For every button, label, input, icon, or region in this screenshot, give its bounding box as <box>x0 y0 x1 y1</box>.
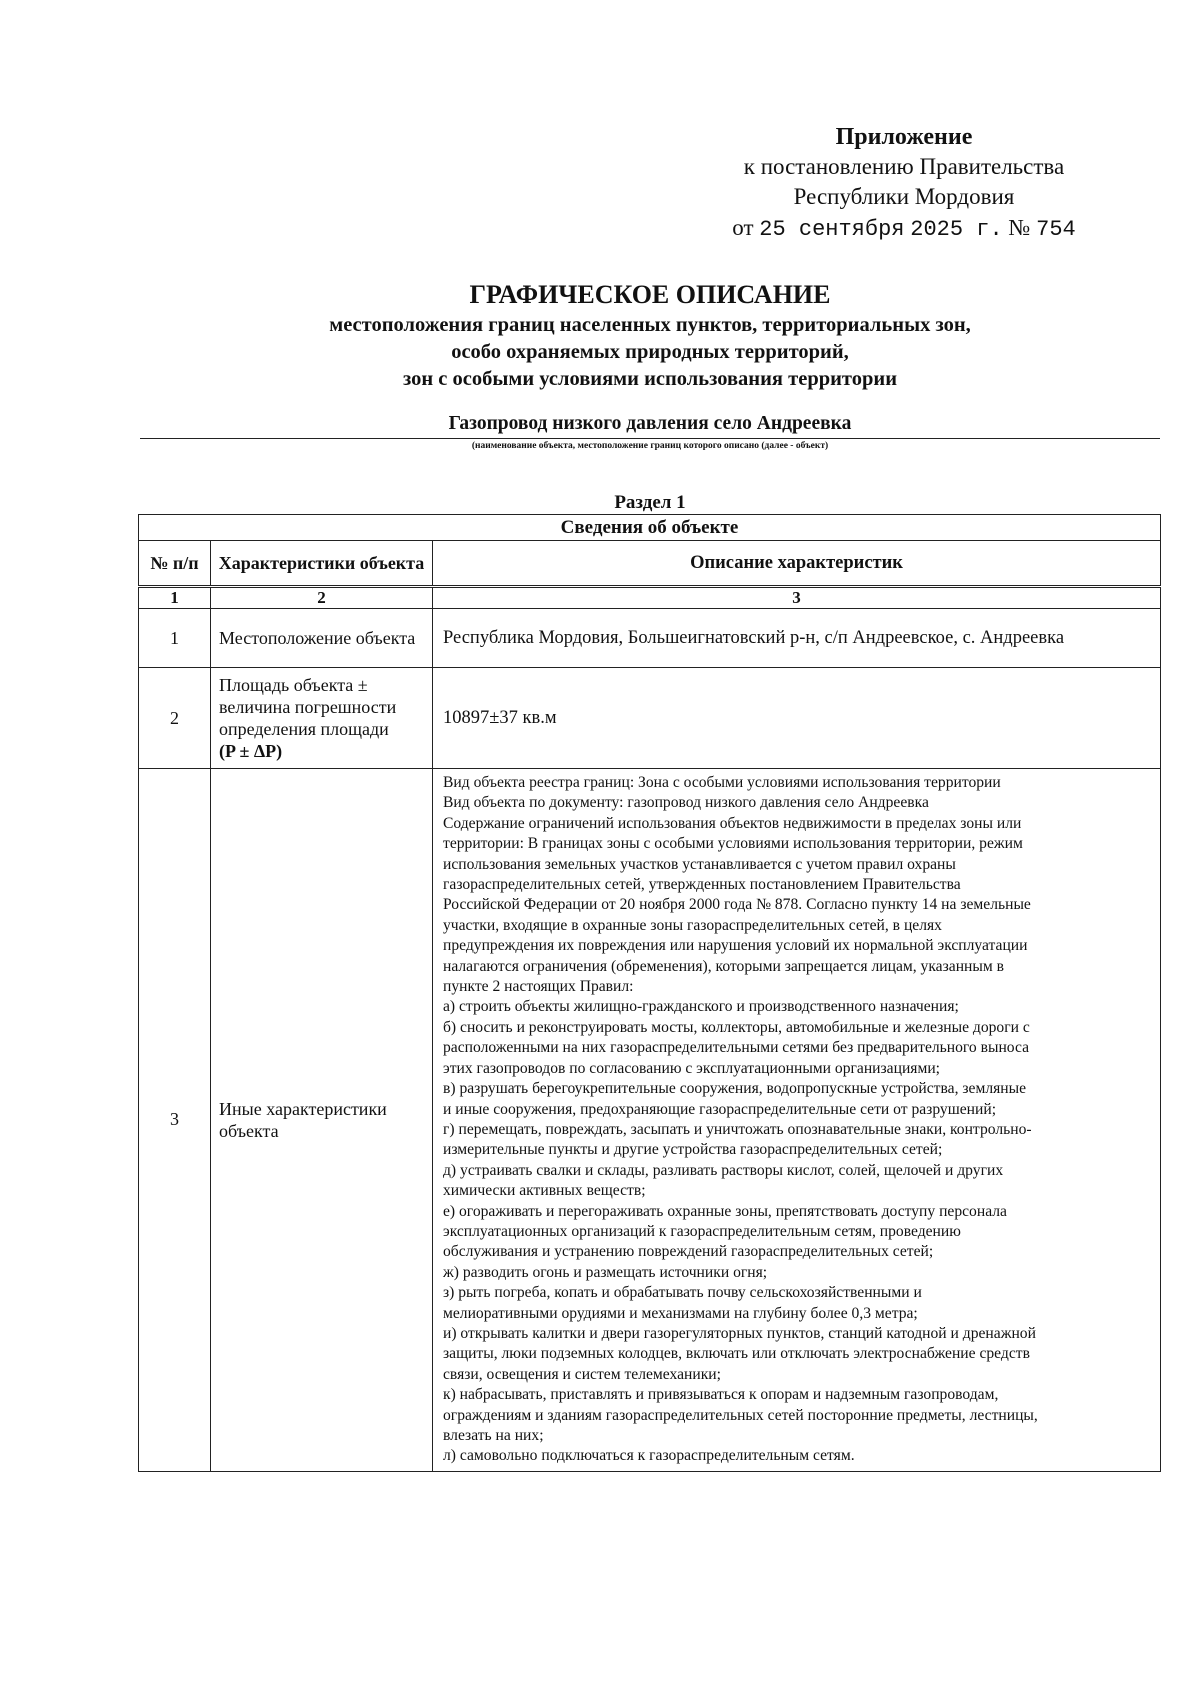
description-line: налагаются ограничения (обременения), которыми запрещается лицам, указанным в <box>443 957 1004 975</box>
row-description <box>433 769 1161 1472</box>
description-line: связи, освещения и систем телемеханики; <box>443 1365 721 1383</box>
description-line: л) самовольно подключаться к газораспределительным сетям. <box>443 1447 855 1465</box>
row-characteristic <box>211 668 433 769</box>
description-line: д) устраивать свалки и склады, разливать растворы кислот, солей, щелочей и других <box>443 1161 1004 1179</box>
description-line: Вид объекта по документу: газопровод низкого давления село Андреевка <box>443 794 929 812</box>
table-caption-row <box>139 515 1161 541</box>
document-subtitle <box>140 312 1160 393</box>
appendix-date <box>694 212 1114 246</box>
description-line: газораспределительных сетей, утвержденных постановлением Правительства <box>443 876 961 894</box>
description-line: а) строить объекты жилищно-гражданского и производственного назначения; <box>443 998 959 1016</box>
description-line: и иные сооружения, предохраняющие газораспределительные сети от разрушений; <box>443 1100 997 1118</box>
object-name-note: (наименование объекта, местоположение границ которого описано (далее - объект) <box>471 441 829 451</box>
description-line: измерительные пункты и другие устройства газораспределительных сетей; <box>443 1141 943 1159</box>
description-line: использования земельных участков устанавливается с учетом правил охраны <box>443 855 956 873</box>
description-line: к) набрасывать, приставлять и привязываться к опорам и надземным газопроводам, <box>443 1386 999 1404</box>
description-line: г) перемещать, повреждать, засыпать и уничтожать опознавательные знаки, контрольно- <box>443 1120 1032 1138</box>
table-header-row <box>139 541 1161 587</box>
appendix-line-2: Республики Мордовия <box>793 184 1015 209</box>
date-prefix: от <box>732 215 754 240</box>
object-name-underline <box>140 438 1160 439</box>
description-line: эксплуатационных организаций к газораспределительным сетям, проведению <box>443 1222 961 1240</box>
description-line: Содержание ограничений использования объектов недвижимости в пределах зоны или <box>443 814 1022 832</box>
description-line: обслуживания и устранению повреждений газораспределительных сетей; <box>443 1243 934 1261</box>
table-row <box>139 609 1161 668</box>
row-characteristic: Иные характеристики объекта <box>211 769 433 1472</box>
description-line: расположенными на них газораспределительными сетями без предварительного выноса <box>443 1039 1030 1057</box>
area-formula: (P ± ΔP) <box>219 741 283 761</box>
row-number: 1 <box>139 609 211 668</box>
header-no: № п/п <box>139 541 211 587</box>
document-title: ГРАФИЧЕСКОЕ ОПИСАНИЕ <box>469 280 831 309</box>
table-caption: Сведения об объекте <box>139 515 1161 541</box>
row-characteristic: Местоположение объекта <box>211 609 433 668</box>
description-line: з) рыть погреба, копать и обрабатывать почву сельскохозяйственными и <box>443 1284 922 1302</box>
object-name: Газопровод низкого давления село Андреевка <box>448 413 852 434</box>
table-row <box>139 668 1161 769</box>
description-line: территории: В границах зоны с особыми условиями использования территории, режим <box>443 835 1023 853</box>
appendix-title: Приложение <box>835 124 973 150</box>
appendix-line-1: к постановлению Правительства <box>743 154 1065 179</box>
description-line: е) огораживать и перегораживать охранные зоны, препятствовать доступу персонала <box>443 1202 1007 1220</box>
description-line: Российской Федерации от 20 ноября 2000 года № 878. Согласно пункту 14 на земельные <box>443 896 1031 914</box>
header-description: Описание характеристик <box>433 541 1161 587</box>
description-line: ж) разводить огонь и размещать источники огня; <box>443 1263 768 1281</box>
table-row <box>139 769 1161 1472</box>
number-sign: № <box>1008 215 1031 240</box>
description-line: этих газопроводов по согласованию с эксплуатационными организациями; <box>443 1059 941 1077</box>
description-line: пункте 2 настоящих Правил: <box>443 978 634 996</box>
column-number: 1 <box>139 587 211 609</box>
section-title: Раздел 1 <box>614 492 686 513</box>
description-line: химически активных веществ; <box>443 1182 646 1200</box>
date-year: 2025 г. <box>910 217 1003 242</box>
column-numbers-row <box>139 587 1161 609</box>
subtitle-line: местоположения границ населенных пунктов, территориальных зон, <box>329 314 971 336</box>
document-number: 754 <box>1036 217 1076 242</box>
column-number: 2 <box>211 587 433 609</box>
column-number: 3 <box>433 587 1161 609</box>
description-line: защиты, люки подземных колодцев, включать или отключать электроснабжение средств <box>443 1345 1030 1363</box>
description-line: в) разрушать берегоукрепительные сооружения, водопропускные устройства, земляные <box>443 1080 1027 1098</box>
description-line: предупреждения их повреждения или нарушения условий их нормальной эксплуатации <box>443 937 1028 955</box>
date-day: 25 сентября <box>759 217 905 242</box>
description-line: Вид объекта реестра границ: Зона с особыми условиями использования территории <box>443 774 1001 791</box>
description-line: влезать на них; <box>443 1427 544 1444</box>
description-line: б) сносить и реконструировать мосты, коллекторы, автомобильные и железные дороги с <box>443 1018 1030 1036</box>
subtitle-line: зон с особыми условиями использования территории <box>402 368 898 390</box>
characteristic-text: Площадь объекта ± величина погрешности определения площади <box>219 675 397 739</box>
description-line: участки, входящие в охранные зоны газораспределительных сетей, в целях <box>443 916 942 934</box>
description-line: и) открывать калитки и двери газорегуляторных пунктов, станций катодной и дренажной <box>443 1324 1036 1342</box>
description-line: мелиоративными орудиями и механизмами на глубину более 0,3 метра; <box>443 1304 918 1322</box>
subtitle-line: особо охраняемых природных территорий, <box>451 341 849 363</box>
row-number: 2 <box>139 668 211 769</box>
row-description: 10897±37 кв.м <box>433 668 1161 769</box>
appendix-block <box>694 122 1114 246</box>
row-number: 3 <box>139 769 211 1472</box>
description-line: ограждениям и зданиям газораспределительных сетей посторонние предметы, лестницы, <box>443 1406 1038 1424</box>
object-info-table <box>138 514 1161 1472</box>
row-description: Республика Мордовия, Большеигнатовский р-н, с/п Андреевское, с. Андреевка <box>433 609 1161 668</box>
header-characteristic: Характеристики объекта <box>211 541 433 587</box>
